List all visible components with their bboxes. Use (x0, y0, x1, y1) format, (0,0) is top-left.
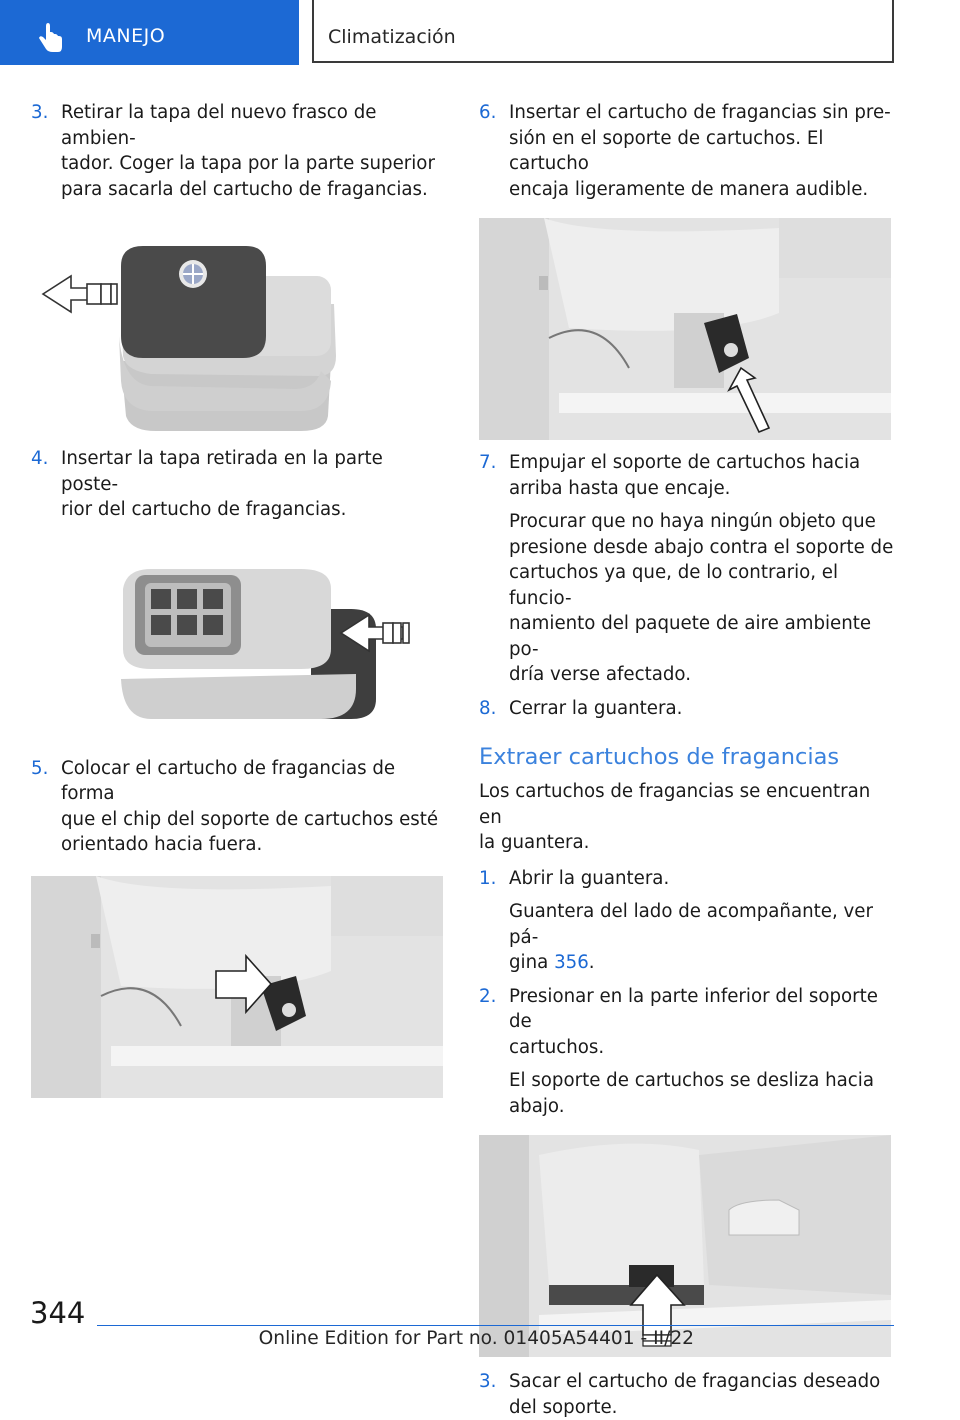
step-text-line: Presionar en la parte inferior del soporte de (509, 984, 894, 1035)
section-label: MANEJO (86, 25, 165, 47)
note-text: gina (509, 952, 554, 973)
step-6 (479, 100, 894, 202)
step-text-line: orientado hacia fuera. (61, 832, 443, 858)
step-5 (31, 756, 443, 858)
note-line: presione desde abajo contra el soporte de (509, 535, 894, 561)
hand-icon (34, 22, 68, 56)
step-text-line: Insertar el cartucho de fragancias sin pre- (509, 100, 894, 126)
figure-cap-removal (31, 206, 443, 444)
step-number: 3. (479, 1369, 496, 1395)
figure-glovebox-holder (479, 218, 891, 440)
para-line: la guantera. (479, 830, 894, 856)
step-4 (31, 446, 443, 523)
step-7-note (479, 509, 894, 688)
step-text-line: tador. Coger la tapa por la parte superior (61, 151, 443, 177)
page-link[interactable]: 356 (554, 952, 589, 973)
step-text-line: Retirar la tapa del nuevo frasco de ambien- (61, 100, 443, 151)
note-line: abajo. (509, 1094, 894, 1120)
step-text-line: del soporte. (509, 1395, 894, 1420)
note-line: Guantera del lado de acompañante, ver pá- (509, 899, 894, 950)
step-number: 3. (31, 100, 48, 126)
step-8 (479, 696, 894, 722)
step-text-line: Empujar el soporte de cartuchos hacia (509, 450, 894, 476)
step-number: 8. (479, 696, 496, 722)
note-line: cartuchos ya que, de lo contrario, el funcio- (509, 560, 894, 611)
remove-step-1 (479, 866, 894, 892)
intro-paragraph (479, 779, 894, 856)
step-number: 6. (479, 100, 496, 126)
figure-glovebox-insert (31, 876, 443, 1098)
edition-text: Online Edition for Part no. 01405A54401 - II/22 (100, 1328, 694, 1349)
remove-step-3 (479, 1369, 894, 1420)
remove-step-2 (479, 984, 894, 1061)
note-text: . (589, 952, 595, 973)
footer-divider (97, 1325, 894, 1326)
step-text-line: Abrir la guantera. (509, 866, 894, 892)
page-number: 344 (30, 1296, 85, 1330)
glovebox-photo (479, 1135, 891, 1357)
glovebox-photo (31, 876, 443, 1098)
step-3 (31, 100, 443, 202)
cartridge-illustration (31, 206, 443, 444)
step-text-line: para sacarla del cartucho de fragancias. (61, 177, 443, 203)
step-text-line: cartuchos. (509, 1035, 894, 1061)
step-text-line: sión en el soporte de cartuchos. El cartucho (509, 126, 894, 177)
left-column (31, 100, 443, 1098)
step-number: 7. (479, 450, 496, 476)
step-7 (479, 450, 894, 501)
remove-step-1-note (479, 899, 894, 976)
step-text-line: Sacar el cartucho de fragancias deseado (509, 1369, 894, 1395)
step-text-line: rior del cartucho de fragancias. (61, 497, 443, 523)
step-text-line: arriba hasta que encaje. (509, 476, 894, 502)
cartridge-back-illustration (31, 529, 443, 754)
step-number: 1. (479, 866, 496, 892)
step-text-line: que el chip del soporte de cartuchos esté (61, 807, 443, 833)
note-line: Procurar que no haya ningún objeto que (509, 509, 894, 535)
section-tab[interactable] (0, 0, 299, 65)
step-number: 5. (31, 756, 48, 782)
step-text-line: encaja ligeramente de manera audible. (509, 177, 894, 203)
para-line: Los cartuchos de fragancias se encuentran en (479, 779, 894, 830)
chapter-header (312, 0, 894, 63)
note-line: El soporte de cartuchos se desliza hacia (509, 1068, 894, 1094)
step-text-line: Insertar la tapa retirada en la parte poste- (61, 446, 443, 497)
step-number: 2. (479, 984, 496, 1010)
note-line: namiento del paquete de aire ambiente po- (509, 611, 894, 662)
step-text-line: Colocar el cartucho de fragancias de forma (61, 756, 443, 807)
chapter-title: Climatización (328, 26, 456, 48)
section-heading: Extraer cartuchos de fragancias (479, 743, 894, 771)
note-line (509, 950, 894, 976)
right-column (479, 100, 894, 1420)
note-line: dría verse afectado. (509, 662, 894, 688)
figure-cap-insert (31, 529, 443, 754)
figure-glovebox-push (479, 1135, 891, 1357)
step-number: 4. (31, 446, 48, 472)
step-text-line: Cerrar la guantera. (509, 696, 894, 722)
glovebox-photo (479, 218, 891, 440)
remove-step-2-note (479, 1068, 894, 1119)
